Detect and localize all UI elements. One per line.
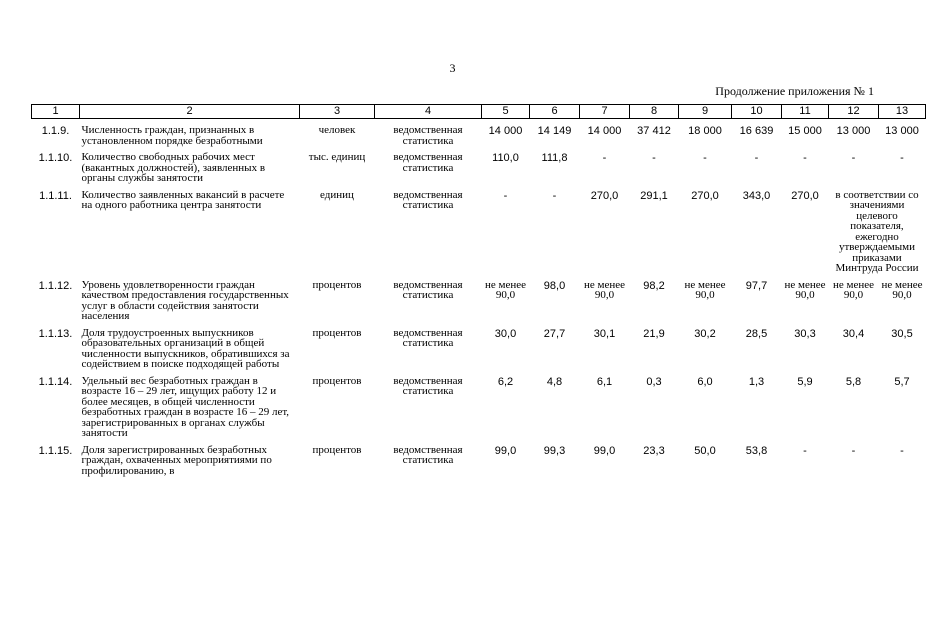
row-value: не менее 90,0	[784, 278, 826, 301]
row-id: 1.1.10.	[38, 152, 73, 164]
header-cell: 9	[679, 105, 732, 119]
table-row	[32, 439, 926, 477]
row-value: -	[851, 152, 856, 164]
row-value: не менее 90,0	[832, 278, 874, 301]
row-value: 50,0	[694, 444, 716, 457]
row-source: ведомственная статистика	[393, 151, 463, 174]
row-name: Удельный вес безработных граждан в возрасте 16 – 29 лет, ищущих работу 12 и более месяцев, в общей численности безработных граждан в возрасте 16 – 29 лет, зарегистрированных в органах службы занятости	[81, 374, 290, 439]
row-value: -	[851, 444, 856, 457]
row-id: 1.1.15.	[38, 444, 73, 457]
table-row	[32, 322, 926, 370]
table-row	[32, 119, 926, 147]
row-name: Уровень удовлетворенности граждан качеством предоставления государственных услуг в области содействия занятости населения	[81, 278, 289, 322]
row-value: 98,2	[643, 279, 665, 292]
row-value: 13 000	[836, 125, 871, 137]
row-value: 110,0	[492, 152, 519, 164]
row-value: 28,5	[745, 327, 768, 340]
header-cell: 13	[879, 105, 926, 119]
row-value: 23,3	[643, 444, 665, 457]
header-row	[32, 105, 926, 119]
row-value: не менее 90,0	[684, 278, 726, 301]
row-value: 14 000	[488, 125, 523, 137]
header-cell: 8	[630, 105, 679, 119]
row-name: Доля трудоустроенных выпускников образовательных организаций в общей численности выпускников, обратившихся за содействием в поиске подходящей работы	[81, 326, 290, 370]
table-row	[32, 184, 926, 274]
row-name: Количество заявленных вакансий в расчете на одного работника центра занятости	[81, 188, 285, 211]
row-value: 270,0	[590, 189, 619, 202]
page-number: 3	[449, 61, 456, 75]
row-value: не менее 90,0	[881, 278, 923, 301]
row-value: 37 412	[637, 125, 671, 137]
header-cell: 11	[782, 105, 829, 119]
row-value: 291,1	[640, 189, 668, 202]
row-value: 6,1	[596, 375, 613, 388]
header-cell: 1	[32, 105, 80, 119]
row-value: 30,5	[891, 327, 913, 340]
row-value: 14 149	[537, 125, 572, 137]
row-value: -	[803, 152, 807, 164]
table-row	[32, 370, 926, 439]
header-cell: 4	[375, 105, 482, 119]
row-value: 0,3	[646, 375, 662, 388]
row-id: 1.1.12.	[38, 279, 73, 292]
row-value: -	[900, 152, 904, 164]
row-value: 18 000	[688, 125, 722, 137]
row-value: -	[703, 152, 707, 164]
row-value: 343,0	[742, 189, 771, 202]
header-cell: 2	[80, 105, 300, 119]
row-id: 1.1.11.	[39, 189, 72, 202]
row-value: 30,3	[794, 327, 816, 340]
row-value: 21,9	[643, 327, 665, 340]
row-source: ведомственная статистика	[393, 443, 463, 466]
row-name: Численность граждан, признанных в установленном порядке безработными	[81, 124, 263, 147]
row-value: 98,0	[543, 279, 566, 292]
row-unit: тыс. единиц	[308, 151, 366, 163]
row-value: 99,0	[593, 444, 616, 457]
row-unit: единиц	[320, 188, 354, 201]
header-cell: 10	[732, 105, 782, 119]
row-value: 5,7	[894, 375, 910, 388]
row-value: 30,2	[694, 327, 716, 340]
row-unit: человек	[318, 124, 356, 136]
row-id: 1.1.13.	[38, 327, 73, 340]
row-value: 16 639	[739, 125, 774, 137]
row-value: 6,2	[497, 375, 514, 388]
row-id: 1.1.9.	[41, 125, 70, 137]
row-value: -	[803, 444, 807, 457]
row-value: 15 000	[788, 125, 822, 137]
row-value: 30,4	[842, 327, 865, 340]
row-value: 99,3	[543, 444, 566, 457]
header-cell: 7	[580, 105, 630, 119]
table-row	[32, 146, 926, 184]
row-value: 53,8	[745, 444, 768, 457]
row-name: Количество свободных рабочих мест (вакантных должностей), заявленных в органы службы занятости	[81, 151, 266, 184]
row-source: ведомственная статистика	[393, 374, 463, 397]
row-id: 1.1.14.	[38, 375, 73, 388]
row-value: 5,8	[845, 375, 862, 388]
row-value: 1,3	[748, 375, 765, 388]
row-value: не менее 90,0	[484, 278, 526, 301]
header-cell: 5	[482, 105, 530, 119]
row-note: в соответствии со значениями целевого показателя, ежегодно утверждаемыми приказами Минтруда России	[835, 188, 919, 274]
row-value: 4,8	[546, 375, 563, 388]
row-source: ведомственная статистика	[393, 278, 463, 301]
row-unit: процентов	[312, 374, 362, 387]
row-value: -	[754, 152, 759, 164]
row-value: 97,7	[745, 279, 768, 292]
row-name: Доля зарегистрированных безработных граждан, охваченных мероприятиями по профилированию, в	[81, 443, 272, 477]
row-value: 111,8	[541, 152, 568, 164]
row-source: ведомственная статистика	[393, 188, 463, 211]
row-source: ведомственная статистика	[393, 326, 463, 349]
row-value: -	[900, 444, 904, 457]
row-value: 13 000	[885, 125, 919, 137]
row-value: 99,0	[494, 444, 517, 457]
header-cell: 6	[530, 105, 580, 119]
row-unit: процентов	[312, 443, 362, 456]
row-source: ведомственная статистика	[393, 124, 463, 147]
row-value: 30,1	[593, 327, 616, 340]
row-value: 30,0	[494, 327, 517, 340]
row-value: -	[552, 189, 557, 202]
row-value: 6,0	[697, 375, 713, 388]
row-value: 270,0	[791, 189, 819, 202]
row-value: не менее 90,0	[583, 278, 625, 301]
row-value: -	[602, 152, 607, 164]
row-value: -	[652, 152, 656, 164]
table-row	[32, 274, 926, 322]
row-value: 270,0	[691, 189, 719, 202]
header-cell: 12	[829, 105, 879, 119]
row-unit: процентов	[312, 326, 362, 339]
continuation-label: Продолжение приложения № 1	[715, 84, 874, 98]
row-value: -	[503, 189, 508, 202]
row-unit: процентов	[312, 278, 362, 291]
row-value: 14 000	[587, 125, 622, 137]
row-value: 27,7	[543, 327, 566, 340]
header-cell: 3	[300, 105, 375, 119]
indicators-table	[31, 104, 926, 476]
row-value: 5,9	[797, 375, 813, 388]
